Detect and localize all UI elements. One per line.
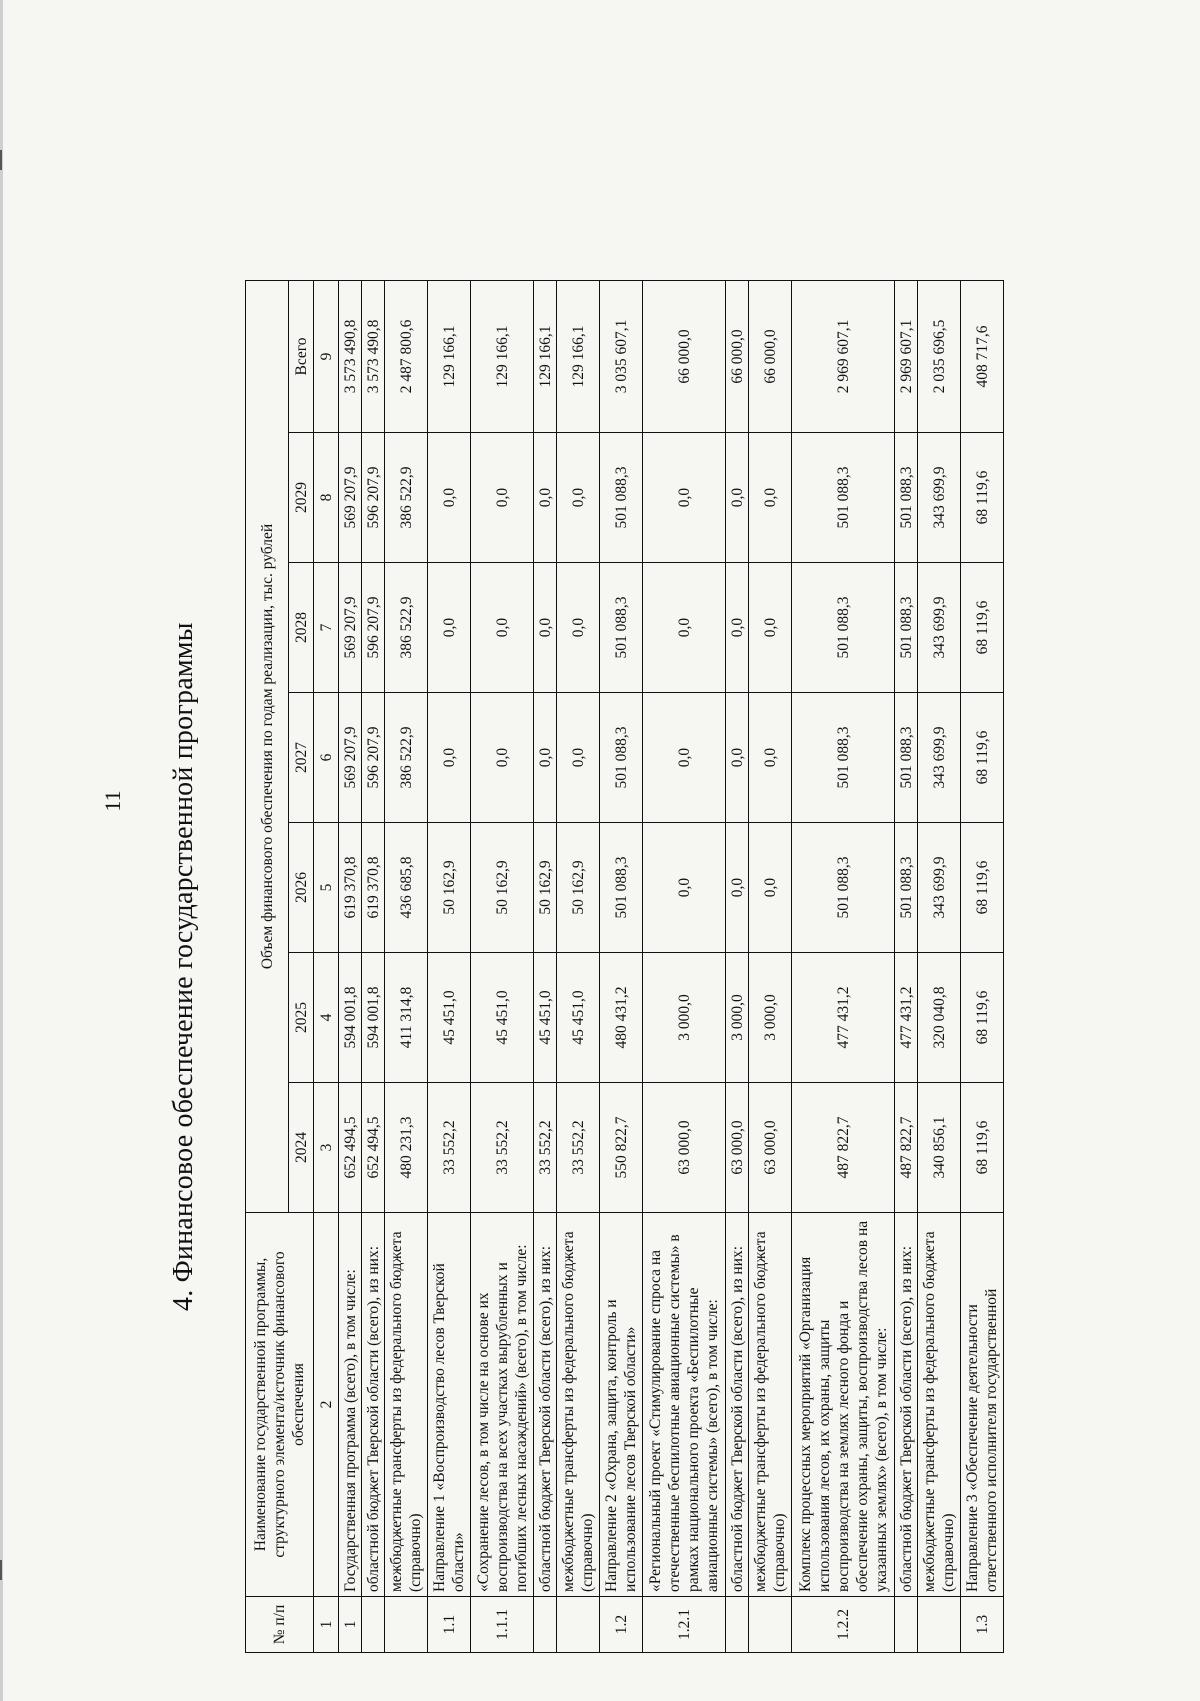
cell-value: 0,0 [726, 563, 749, 693]
header-volume: Объем финансового обеспечения по годам реализации, тыс. рублей [246, 280, 289, 1212]
cell-value: 386 522,9 [385, 693, 428, 823]
table-row [643, 280, 726, 1652]
cell-total: 3 035 607,1 [600, 280, 643, 432]
col-number: 9 [314, 280, 339, 432]
cell-value: 343 699,9 [918, 563, 961, 693]
row-num [918, 1597, 961, 1653]
cell-value: 0,0 [726, 693, 749, 823]
cell-value: 0,0 [557, 693, 600, 823]
cell-value: 50 162,9 [557, 823, 600, 953]
col-number: 6 [314, 693, 339, 823]
header-year: 2027 [289, 693, 314, 823]
cell-value: 45 451,0 [471, 953, 534, 1083]
table-row [600, 280, 643, 1652]
cell-value: 0,0 [557, 433, 600, 563]
header-year: 2029 [289, 433, 314, 563]
cell-value: 501 088,3 [600, 823, 643, 953]
table-row [362, 280, 385, 1652]
header-year: 2024 [289, 1083, 314, 1213]
cell-value: 0,0 [749, 693, 792, 823]
cell-value: 320 040,8 [918, 953, 961, 1083]
cell-total: 408 717,6 [961, 280, 1004, 432]
cell-value: 340 856,1 [918, 1083, 961, 1213]
col-number: 1 [314, 1597, 339, 1653]
row-num [895, 1597, 918, 1653]
table-row [895, 280, 918, 1652]
cell-value: 68 119,6 [961, 1083, 1004, 1213]
cell-value: 619 370,8 [339, 823, 362, 953]
row-name: межбюджетные трансферты из федерального бюджета (справочно) [385, 1213, 428, 1597]
row-name: областной бюджет Тверской области (всего), из них: [534, 1213, 557, 1597]
cell-value: 501 088,3 [792, 563, 895, 693]
cell-total: 129 166,1 [471, 280, 534, 432]
row-num: 1 [339, 1597, 362, 1653]
cell-value: 343 699,9 [918, 433, 961, 563]
header-year: 2025 [289, 953, 314, 1083]
cell-value: 33 552,2 [471, 1083, 534, 1213]
cell-value: 487 822,7 [895, 1083, 918, 1213]
cell-total: 66 000,0 [643, 280, 726, 432]
cell-value: 411 314,8 [385, 953, 428, 1083]
row-name: межбюджетные трансферты из федерального бюджета (справочно) [749, 1213, 792, 1597]
cell-value: 3 000,0 [726, 953, 749, 1083]
col-number: 5 [314, 823, 339, 953]
cell-total: 129 166,1 [428, 280, 471, 432]
cell-value: 0,0 [471, 693, 534, 823]
table-row [557, 280, 600, 1652]
header-year: 2028 [289, 563, 314, 693]
cell-value: 45 451,0 [534, 953, 557, 1083]
row-name: межбюджетные трансферты из федерального бюджета (справочно) [557, 1213, 600, 1597]
cell-value: 501 088,3 [600, 563, 643, 693]
cell-value: 0,0 [749, 563, 792, 693]
row-num: 1.2 [600, 1597, 643, 1653]
header-year: 2026 [289, 823, 314, 953]
cell-value: 0,0 [557, 563, 600, 693]
cell-value: 550 822,7 [600, 1083, 643, 1213]
cell-total: 129 166,1 [557, 280, 600, 432]
cell-value: 343 699,9 [918, 823, 961, 953]
cell-value: 0,0 [428, 433, 471, 563]
row-num: 1.2.1 [643, 1597, 726, 1653]
cell-value: 477 431,2 [895, 953, 918, 1083]
row-num [362, 1597, 385, 1653]
table-row [918, 280, 961, 1652]
row-num: 1.2.2 [792, 1597, 895, 1653]
cell-value: 501 088,3 [600, 693, 643, 823]
row-num [534, 1597, 557, 1653]
row-name: Комплекс процессных мероприятий «Организация использования лесов, их охраны, защиты воспроизводства на землях лесного фонда и обеспечение охраны, защиты, воспроизводства лесов на указанных землях» (всего), в том числе: [792, 1213, 895, 1597]
cell-value: 501 088,3 [792, 823, 895, 953]
cell-value: 343 699,9 [918, 693, 961, 823]
table-row [726, 280, 749, 1652]
row-name: областной бюджет Тверской области (всего), из них: [895, 1213, 918, 1597]
cell-value: 50 162,9 [428, 823, 471, 953]
row-name: Направление 1 «Воспроизводство лесов Тверской области» [428, 1213, 471, 1597]
header-total: Всего [289, 280, 314, 432]
header-name: Наименование государственной программы, структурного элемента/источник финансового обеспечения [246, 1213, 314, 1597]
cell-value: 501 088,3 [895, 433, 918, 563]
cell-total: 3 573 490,8 [339, 280, 362, 432]
cell-value: 68 119,6 [961, 563, 1004, 693]
cell-value: 33 552,2 [557, 1083, 600, 1213]
table-row [385, 280, 428, 1652]
cell-value: 569 207,9 [339, 693, 362, 823]
cell-value: 63 000,0 [749, 1083, 792, 1213]
cell-value: 652 494,5 [339, 1083, 362, 1213]
cell-value: 501 088,3 [792, 693, 895, 823]
cell-value: 596 207,9 [362, 433, 385, 563]
cell-value: 594 001,8 [362, 953, 385, 1083]
row-name: областной бюджет Тверской области (всего), из них: [362, 1213, 385, 1597]
cell-value: 0,0 [428, 563, 471, 693]
cell-value: 0,0 [534, 433, 557, 563]
row-num: 1.1 [428, 1597, 471, 1653]
cell-total: 3 573 490,8 [362, 280, 385, 432]
cell-value: 3 000,0 [643, 953, 726, 1083]
row-name: «Региональный проект «Стимулирование спроса на отечественные беспилотные авиационные системы» в рамках национального проекта «Беспилотные авиационные системы» (всего), в том числе: [643, 1213, 726, 1597]
cell-value: 569 207,9 [339, 563, 362, 693]
cell-value: 386 522,9 [385, 433, 428, 563]
cell-total: 2 969 607,1 [895, 280, 918, 432]
cell-value: 436 685,8 [385, 823, 428, 953]
cell-value: 652 494,5 [362, 1083, 385, 1213]
financing-table [245, 280, 1004, 1653]
cell-value: 3 000,0 [749, 953, 792, 1083]
cell-value: 501 088,3 [600, 433, 643, 563]
row-name: областной бюджет Тверской области (всего), из них: [726, 1213, 749, 1597]
cell-value: 480 231,3 [385, 1083, 428, 1213]
table-row [471, 280, 534, 1652]
row-num: 1.3 [961, 1597, 1004, 1653]
cell-value: 45 451,0 [557, 953, 600, 1083]
cell-value: 63 000,0 [726, 1083, 749, 1213]
cell-value: 386 522,9 [385, 563, 428, 693]
cell-value: 0,0 [643, 433, 726, 563]
cell-value: 0,0 [643, 823, 726, 953]
cell-value: 68 119,6 [961, 953, 1004, 1083]
cell-value: 50 162,9 [534, 823, 557, 953]
row-num [557, 1597, 600, 1653]
cell-value: 619 370,8 [362, 823, 385, 953]
cell-value: 45 451,0 [428, 953, 471, 1083]
header-num: № п/п [246, 1597, 314, 1653]
row-num: 1.1.1 [471, 1597, 534, 1653]
cell-value: 501 088,3 [792, 433, 895, 563]
table-row [534, 280, 557, 1652]
cell-total: 129 166,1 [534, 280, 557, 432]
table-row [961, 280, 1004, 1652]
table-row [792, 280, 895, 1652]
cell-total: 66 000,0 [726, 280, 749, 432]
row-num [749, 1597, 792, 1653]
cell-value: 501 088,3 [895, 823, 918, 953]
cell-value: 63 000,0 [643, 1083, 726, 1213]
row-name: межбюджетные трансферты из федерального бюджета (справочно) [918, 1213, 961, 1597]
row-num [385, 1597, 428, 1653]
section-title: 4. Финансовое обеспечение государственной программы [168, 622, 199, 1311]
cell-value: 0,0 [749, 433, 792, 563]
col-number: 7 [314, 563, 339, 693]
cell-value: 0,0 [749, 823, 792, 953]
cell-value: 569 207,9 [339, 433, 362, 563]
cell-value: 0,0 [534, 693, 557, 823]
cell-total: 66 000,0 [749, 280, 792, 432]
col-number: 2 [314, 1213, 339, 1597]
cell-value: 33 552,2 [428, 1083, 471, 1213]
cell-value: 0,0 [726, 433, 749, 563]
col-number: 8 [314, 433, 339, 563]
row-name: Государственная программа (всего), в том числе: [339, 1213, 362, 1597]
table-row [428, 280, 471, 1652]
row-name: Направление 3 «Обеспечение деятельности ответственного исполнителя государственной [961, 1213, 1004, 1597]
cell-total: 2 035 696,5 [918, 280, 961, 432]
cell-value: 594 001,8 [339, 953, 362, 1083]
cell-value: 480 431,2 [600, 953, 643, 1083]
cell-value: 68 119,6 [961, 433, 1004, 563]
page-number: 11 [100, 790, 125, 812]
cell-total: 2 969 607,1 [792, 280, 895, 432]
cell-value: 50 162,9 [471, 823, 534, 953]
cell-value: 0,0 [643, 563, 726, 693]
cell-value: 0,0 [726, 823, 749, 953]
row-name: «Сохранение лесов, в том числе на основе их воспроизводства на всех участках вырубленных и погибших лесных насаждений» (всего), в том числе: [471, 1213, 534, 1597]
cell-value: 68 119,6 [961, 693, 1004, 823]
cell-value: 33 552,2 [534, 1083, 557, 1213]
cell-value: 0,0 [471, 563, 534, 693]
cell-value: 0,0 [643, 693, 726, 823]
cell-value: 0,0 [471, 433, 534, 563]
cell-value: 487 822,7 [792, 1083, 895, 1213]
table-row [749, 280, 792, 1652]
cell-total: 2 487 800,6 [385, 280, 428, 432]
cell-value: 596 207,9 [362, 693, 385, 823]
cell-value: 596 207,9 [362, 563, 385, 693]
row-name: Направление 2 «Охрана, защита, контроль и использование лесов Тверской области» [600, 1213, 643, 1597]
col-number: 4 [314, 953, 339, 1083]
cell-value: 0,0 [428, 693, 471, 823]
cell-value: 501 088,3 [895, 563, 918, 693]
cell-value: 501 088,3 [895, 693, 918, 823]
cell-value: 477 431,2 [792, 953, 895, 1083]
col-number: 3 [314, 1083, 339, 1213]
table-row [339, 280, 362, 1652]
row-num [726, 1597, 749, 1653]
cell-value: 0,0 [534, 563, 557, 693]
cell-value: 68 119,6 [961, 823, 1004, 953]
